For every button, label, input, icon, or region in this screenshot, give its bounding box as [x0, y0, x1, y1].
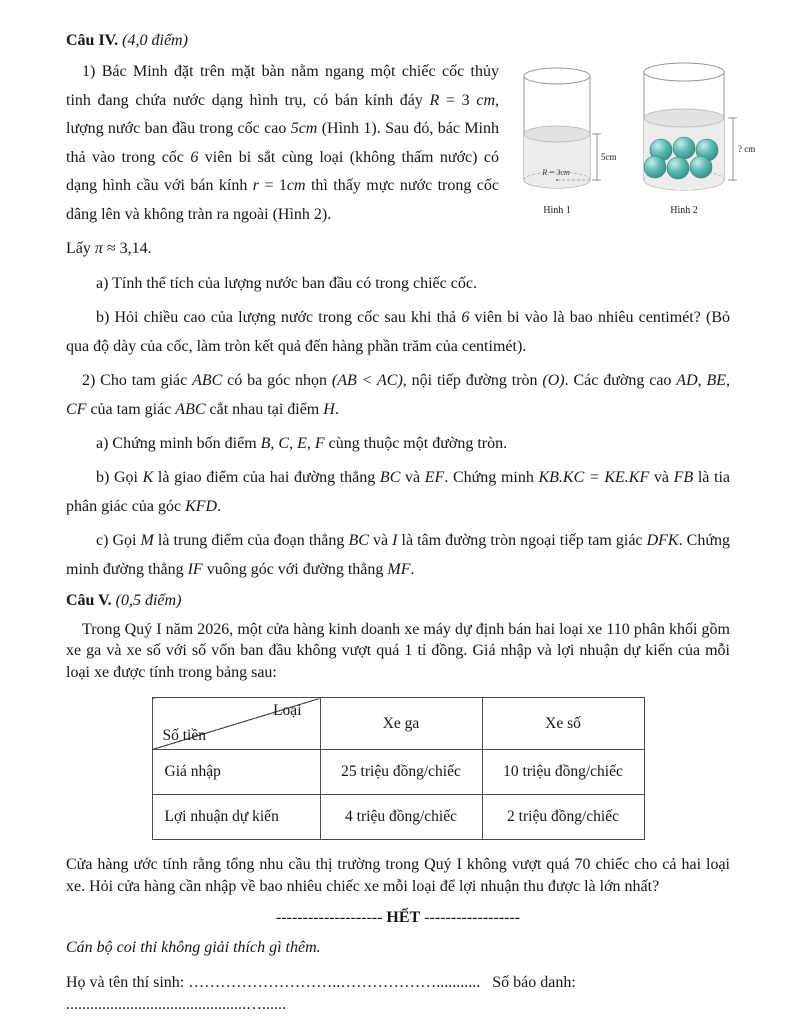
cau4-title: Câu IV. — [66, 32, 119, 49]
cau5-points: (0,5 điểm) — [115, 592, 182, 610]
paragraph-problem2: 2) Cho tam giác ABC có ba góc nhọn (AB < AC), nội tiếp đường tròn (O). Các đường cao AD, BE, CF của tam giác ABC cắt nhau tại điểm H. — [66, 372, 731, 418]
section-heading-cau4 — [66, 30, 730, 52]
paragraph-2b: b) Gọi K là giao điểm của hai đường thẳng BC và EF. Chứng minh KB.KC = KE.KF và FB là tia phân giác của góc KFD. — [66, 469, 730, 515]
water-surface-1 — [524, 126, 590, 142]
proctor-note: Cán bộ coi thi không giải thích gì thêm. — [66, 939, 321, 957]
paragraph-1b: b) Hỏi chiều cao của lượng nước trong cốc sau khi thả 6 viên bi vào là bao nhiêu centimét? (Bỏ qua độ dày của cốc, làm tròn kết quả đến hàng phần trăm của centimét). — [66, 309, 730, 355]
corner-label-sotien: Số tiền — [162, 727, 206, 745]
table-row-loi-nhuan — [152, 795, 644, 840]
col-header-xe-so: Xe số — [482, 698, 644, 750]
radius-label: R = 3cm — [542, 168, 570, 178]
height-label-5cm: 5cm — [601, 152, 617, 163]
cell-gia-nhap-xega: 25 triệu đồng/chiếc — [320, 750, 482, 795]
corner-label-loai: Loại — [273, 702, 302, 720]
row-label-gia-nhap: Giá nhập — [152, 750, 320, 795]
water-surface-2 — [644, 109, 724, 127]
paragraph-2c: c) Gọi M là trung điểm của đoạn thẳng BC và I là tâm đường tròn ngoại tiếp tam giác DFK. Chứng minh đường thẳng IF vuông góc với đường thẳng MF. — [66, 532, 730, 578]
paragraph-cau5-outro: Cửa hàng ước tính rằng tổng nhu cầu thị trường trong Quý I không vượt quá 70 chiếc cho cả hai loại xe. Hỏi cửa hàng cần nhập về bao nhiêu chiếc xe mỗi loại để lợi nhuận thu được là lớn nhất? — [66, 856, 730, 895]
paragraph-2a: a) Chứng minh bốn điểm B, C, E, F cùng thuộc một đường tròn. — [96, 435, 508, 453]
cell-gia-nhap-xeso: 10 triệu đồng/chiếc — [482, 750, 644, 795]
paragraph-problem1: 1) Bác Minh đặt trên mặt bàn nằm ngang một chiếc cốc thủy tinh đang chứa nước dạng hình trụ, có bán kính đáy R = 3 cm, lượng nước ban đầu trong cốc cao 5cm (Hình 1). Sau đó, bác Minh thả vào trong cốc 6 viên bi sắt cùng loại (không thấm nước) có dạng hình cầu với bán kính r = 1cm thì thấy mực nước trong cốc dâng lên và không tràn ra ngoài (Hình 2). — [66, 63, 500, 223]
steel-balls — [644, 137, 718, 179]
table-row-gia-nhap — [152, 750, 644, 795]
caption-hinh2: Hình 2 — [670, 205, 698, 217]
candidate-number-label: Số báo danh: .............................................…...... — [66, 973, 576, 1014]
cup-rim-2 — [644, 63, 724, 81]
cylinders-illustration — [509, 60, 774, 228]
cup-rim-1 — [524, 68, 590, 84]
cell-loi-nhuan-xega: 4 triệu đồng/chiếc — [320, 795, 482, 840]
cau5-title: Câu V. — [66, 592, 112, 610]
height-label-qcm: ? cm — [738, 144, 756, 155]
caption-hinh1: Hình 1 — [543, 205, 571, 217]
cylinder-2 — [644, 63, 724, 190]
table-header-row — [152, 698, 644, 750]
dimension-5cm — [592, 134, 617, 180]
cylinder-1 — [524, 68, 590, 188]
table-corner-cell — [152, 698, 320, 750]
candidate-info-line — [66, 972, 730, 1017]
candidate-name-label: Họ và tên thí sinh: ………………………..………………........... — [66, 973, 481, 991]
figure-cylinders — [509, 60, 774, 228]
cau4-points: (4,0 điểm) — [122, 32, 188, 49]
end-marker: -------------------- HẾT ------------------ — [275, 908, 521, 926]
paragraph-cau5-intro: Trong Quý I năm 2026, một cửa hàng kinh doanh xe máy dự định bán hai loại xe 110 phân khối gồm xe ga và xe số với số vốn ban đầu không vượt quá 1 tỉ đồng. Giá nhập và lợi nhuận dự kiến của mỗi loại xe được tính trong bảng sau: — [66, 620, 730, 681]
dimension-qcm — [728, 118, 755, 180]
paragraph-pi: Lấy π ≈ 3,14. — [66, 240, 152, 258]
cell-loi-nhuan-xeso: 2 triệu đồng/chiếc — [482, 795, 644, 840]
paragraph-1a: a) Tính thể tích của lượng nước ban đầu có trong chiếc cốc. — [96, 274, 477, 292]
price-table — [152, 697, 645, 840]
section-heading-cau5 — [66, 590, 730, 612]
col-header-xe-ga: Xe ga — [320, 698, 482, 750]
row-label-loi-nhuan: Lợi nhuận dự kiến — [152, 795, 320, 840]
